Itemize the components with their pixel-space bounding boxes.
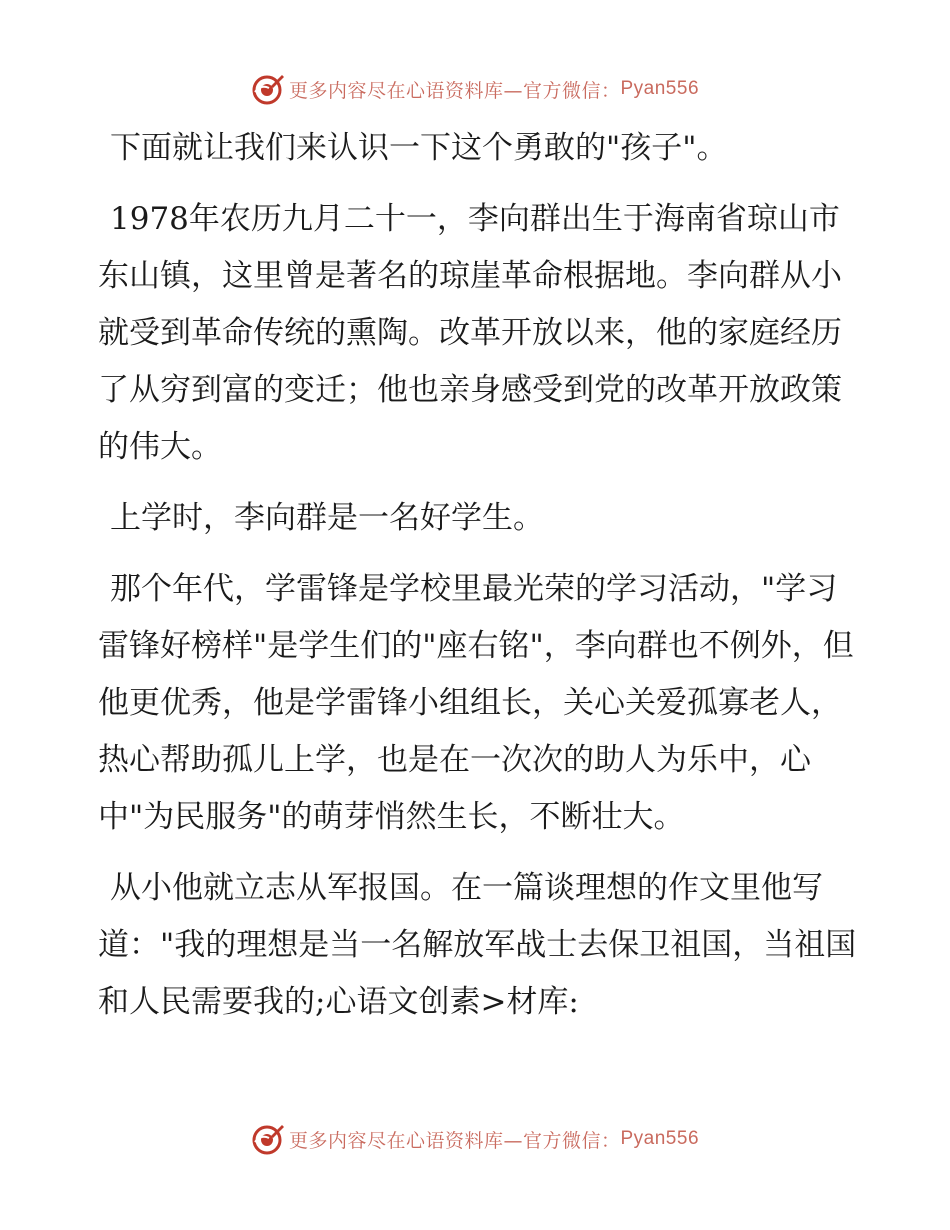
footer-banner xyxy=(0,1122,950,1156)
header-banner xyxy=(0,72,950,106)
paragraph-1 xyxy=(98,120,858,177)
banner-wechat-id: Pyan556 xyxy=(620,78,700,99)
banner-text: 更多内容尽在心语资料库—官方微信： xyxy=(288,79,621,102)
pen-logo-icon xyxy=(251,1122,285,1156)
document-body xyxy=(98,120,858,1045)
paragraph-2-text: 1978年农历九月二十一，李向群出生于海南省琼山市东山镇，这里曾是著名的琼崖革命根据地。李向群从小就受到革命传统的熏陶。改革开放以来，他的家庭经历了从穷到富的变迁；他也亲身感受到党的改革开放政策的伟大。 xyxy=(98,201,842,465)
paragraph-4 xyxy=(98,561,858,846)
footer-banner-text: 更多内容尽在心语资料库—官方微信： xyxy=(288,1129,621,1152)
paragraph-5 xyxy=(98,860,858,1031)
paragraph-3-text: 上学时，李向群是一名好学生。 xyxy=(110,500,544,536)
paragraph-3 xyxy=(98,490,858,547)
paragraph-1-text: 下面就让我们来认识一下这个勇敢的"孩子"。 xyxy=(110,130,728,166)
paragraph-4-text: 那个年代，学雷锋是学校里最光荣的学习活动，"学习雷锋好榜样"是学生们的"座右铭"，李向群也不例外，但他更优秀，他是学雷锋小组组长，关心关爱孤寡老人，热心帮助孤儿上学，也是在一次次的助人为乐中，心中"为民服务"的萌芽悄然生长，不断壮大。 xyxy=(98,571,854,835)
footer-banner-wechat-id: Pyan556 xyxy=(620,1128,700,1149)
paragraph-5-text: 从小他就立志从军报国。在一篇谈理想的作文里他写道："我的理想是当一名解放军战士去保卫祖国，当祖国和人民需要我的;心语文创素>材库: xyxy=(98,870,857,1020)
pen-logo-icon xyxy=(251,72,285,106)
paragraph-2 xyxy=(98,191,858,476)
